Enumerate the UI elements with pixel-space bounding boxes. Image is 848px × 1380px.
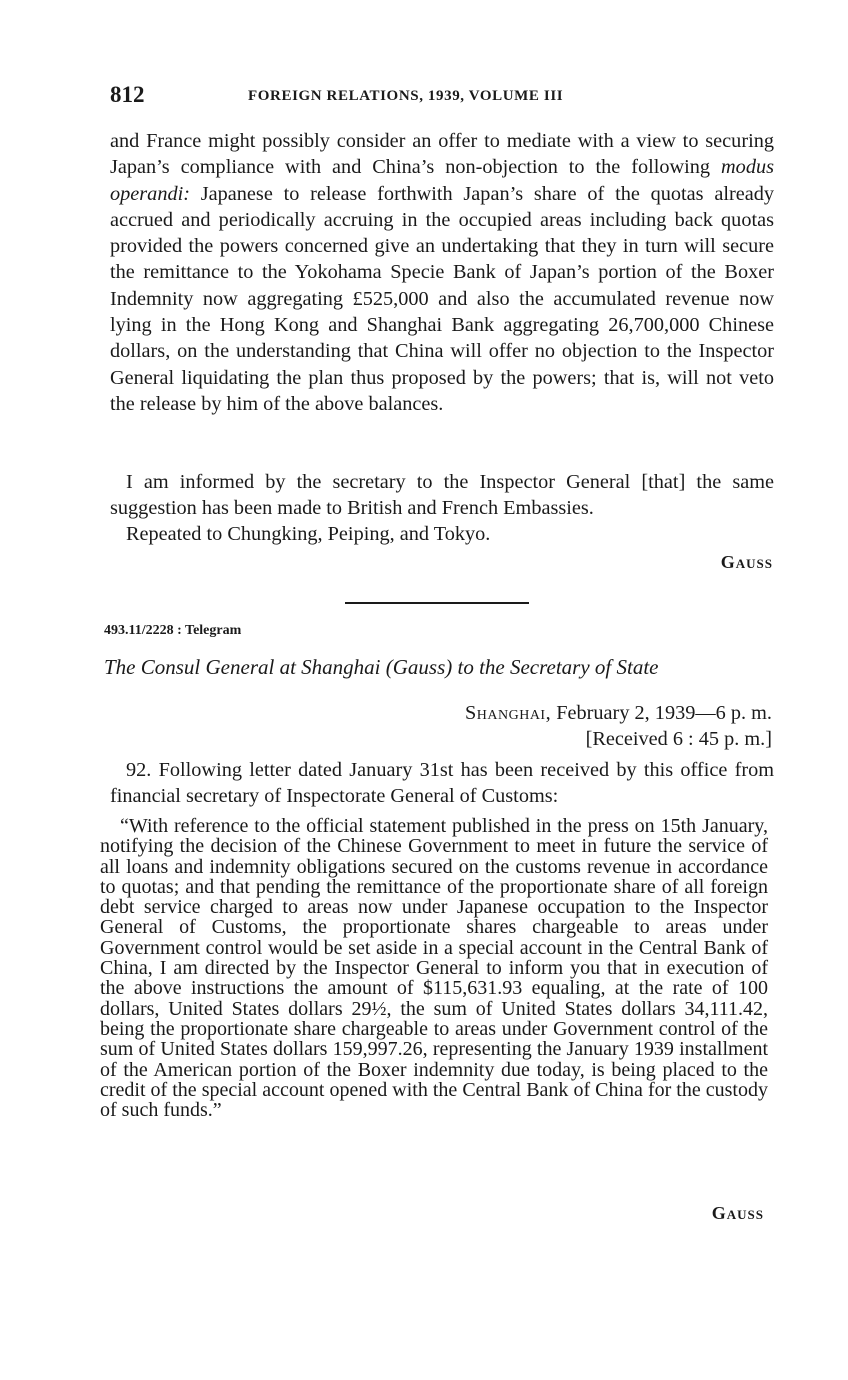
quoted-letter: “With reference to the official statement published in the press on 15th January, notifying the decision of the Chinese Government to meet in future the service of all loans and indemnity obligations secured on the customs revenue in accordance to quotas; and that pending the remittance of the proportionate share of all foreign debt service charged to areas now under Japanese occupation to the Inspector General of Customs, the proportionate shares chargeable to areas under Government control would be set aside in a special account in the Central Bank of China, I am directed by the Inspector General to inform you that in execution of the above instructions the amount of $115,631.93 equaling, at the rate of 100 dollars, United States dollars 29½, the sum of United States dollars 34,111.42, being the proportionate share chargeable to areas under Government control of the sum of United States dollars 159,997.26, representing the January 1939 installment of the American portion of the Boxer indemnity due today, is being placed to the credit of the special account opened with the Central Bank of China for the custody of such funds.” <box>100 815 768 1122</box>
page-number: 812 <box>110 82 145 107</box>
dateline-received: [Received 6 : 45 p. m.] <box>585 728 772 750</box>
running-head: FOREIGN RELATIONS, 1939, VOLUME III <box>248 88 564 104</box>
dateline <box>465 700 772 752</box>
dateline-place: Shanghai, <box>464 702 552 724</box>
section-divider <box>345 602 529 604</box>
page-header <box>110 82 774 116</box>
continued-paragraph <box>110 128 774 417</box>
file-reference: 493.11/2228 : Telegram <box>104 623 242 638</box>
paragraph-informed: I am informed by the secretary to the Inspector General [that] the same suggestion has been made to British and French Embassies. <box>110 471 774 520</box>
dateline-sent <box>465 700 772 726</box>
signature-gauss-2: Gauss <box>711 1203 764 1223</box>
dateline-date: February 2, 1939—6 p. m. <box>551 702 772 724</box>
italic-phrase: modus operandi: <box>110 156 774 205</box>
document-title: The Consul General at Shanghai (Gauss) to the Secretary of State <box>104 655 659 679</box>
paragraph-text: and France might possibly consider an offer to mediate with a view to securing Japan’s compliance with and China’s non-objection to the following <box>110 130 774 179</box>
paragraph-repeated: Repeated to Chungking, Peiping, and Tokyo. <box>126 523 491 545</box>
signature-gauss: Gauss <box>720 552 773 572</box>
paragraph-text: Japanese to release forthwith Japan’s share of the quotas already accrued and periodically accruing in the occupied areas including back quotas provided the powers concerned give an undertaking that they in turn will secure the remittance to the Yokohama Specie Bank of Japan’s portion of the Boxer Indemnity now aggregating £525,000 and also the accumulated revenue now lying in the Hong Kong and Shanghai Bank aggregating 26,700,000 Chinese dollars, on the understanding that China will offer no objection to the Inspector General liquidating the plan thus proposed by the powers; that is, will not veto the release by him of the above balances. <box>110 182 774 415</box>
paragraph-92: 92. Following letter dated January 31st has been received by this office from financial secretary of Inspectorate General of Customs: <box>110 759 774 808</box>
